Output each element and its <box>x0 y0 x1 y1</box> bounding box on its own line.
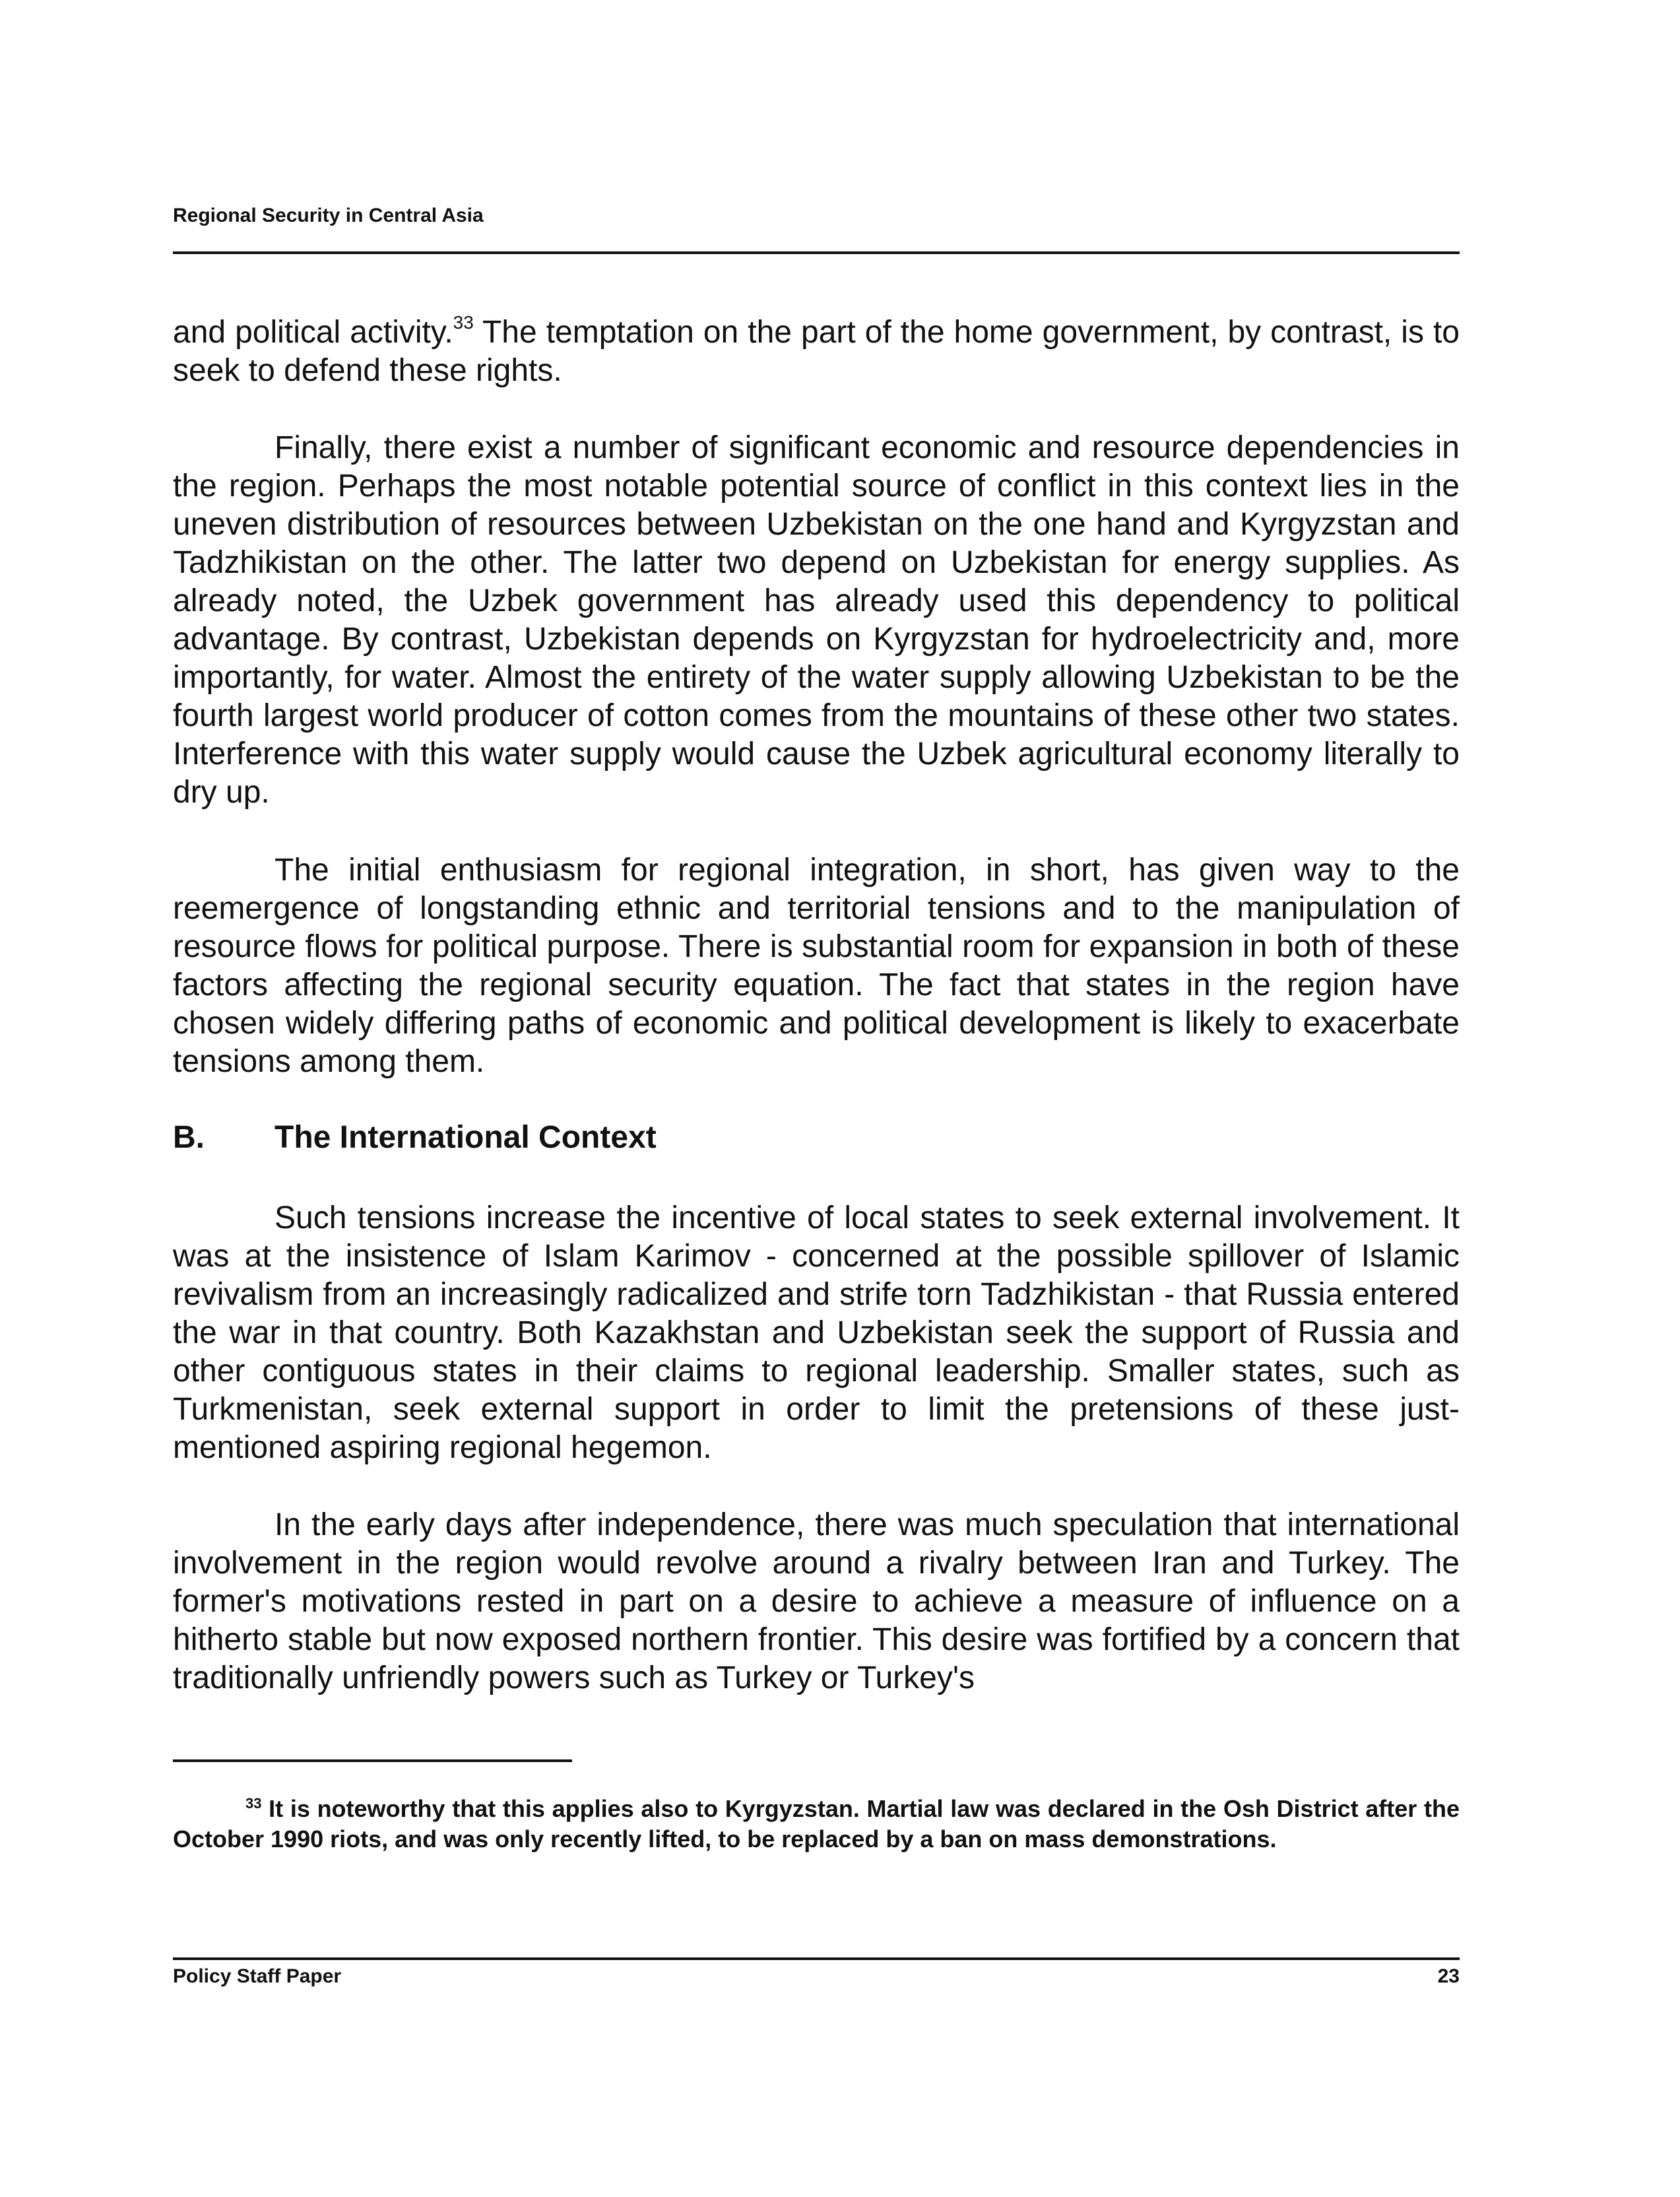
footer-rule <box>173 1957 1460 1960</box>
running-header: Regional Security in Central Asia <box>173 205 484 226</box>
paragraph-5: In the early days after independence, there was much speculation that international involvement in the region would revolve around a rivalry between Iran and Turkey. The former's motivations rested in part on a desire to achieve a measure of influence on a hitherto stable but now exposed northern frontier. This desire was fortified by a concern that traditionally unfriendly powers such as Turkey or Turkey's <box>173 1507 1460 1695</box>
section-title: The International Context <box>275 1120 657 1155</box>
paragraph-2: Finally, there exist a number of significant economic and resource dependencies in the region. Perhaps the most notable potential source of conflict in this context lies in the uneven distribution of resources between Uzbekistan on the one hand and Kyrgyzstan and Tadzhikistan on the other. The latter two depend on Uzbekistan for energy supplies. As already noted, the Uzbek government has already used this dependency to political advantage. By contrast, Uzbekistan depends on Kyrgyzstan for hydroelectricity and, more importantly, for water. Almost the entirety of the water supply allowing Uzbekistan to be the fourth largest world producer of cotton comes from the mountains of these other two states. Interference with this water supply would cause the Uzbek agricultural economy literally to dry up. <box>173 430 1460 810</box>
footnote-number: 33 <box>245 1795 262 1812</box>
paragraph-3: The initial enthusiasm for regional integration, in short, has given way to the reemergence of longstanding ethnic and territorial tensions and to the manipulation of resource flows for political purpose. There is substantial room for expansion in both of these factors affecting the regional security equation. The fact that states in the region have chosen widely differing paths of economic and political development is likely to exacerbate tensions among them. <box>173 853 1460 1079</box>
footnote <box>173 1794 1460 1854</box>
page-number: 23 <box>1437 1965 1460 1987</box>
footnote-separator <box>173 1759 572 1762</box>
section-heading <box>173 1119 657 1156</box>
footnote-text: It is noteworthy that this applies also to Kyrgyzstan. Martial law was declared in the Osh District after the October 1990 riots, and was only recently lifted, to be replaced by a ban on mass demonstrations. <box>173 1795 1460 1853</box>
footer-publication: Policy Staff Paper <box>173 1965 342 1987</box>
paragraph-1-text-a: and political activity. <box>173 315 453 350</box>
paragraph-1 <box>173 313 1460 390</box>
paragraph-4: Such tensions increase the incentive of local states to seek external involvement. It was at the insistence of Islam Karimov - concerned at the possible spillover of Islamic revivalism from an increasingly radicalized and strife torn Tadzhikistan - that Russia entered the war in that country. Both Kazakhstan and Uzbekistan seek the support of Russia and other contiguous states in their claims to regional leadership. Smaller states, such as Turkmenistan, seek external support in order to limit the pretensions of these just-mentioned aspiring regional hegemon. <box>173 1200 1460 1465</box>
footnote-reference[interactable]: 33 <box>453 312 474 333</box>
section-letter: B. <box>173 1120 205 1155</box>
paragraph-1-text-b: The temptation on the part of the home government, by contrast, is to seek to defend these rights. <box>173 315 1460 388</box>
header-rule <box>173 251 1460 254</box>
